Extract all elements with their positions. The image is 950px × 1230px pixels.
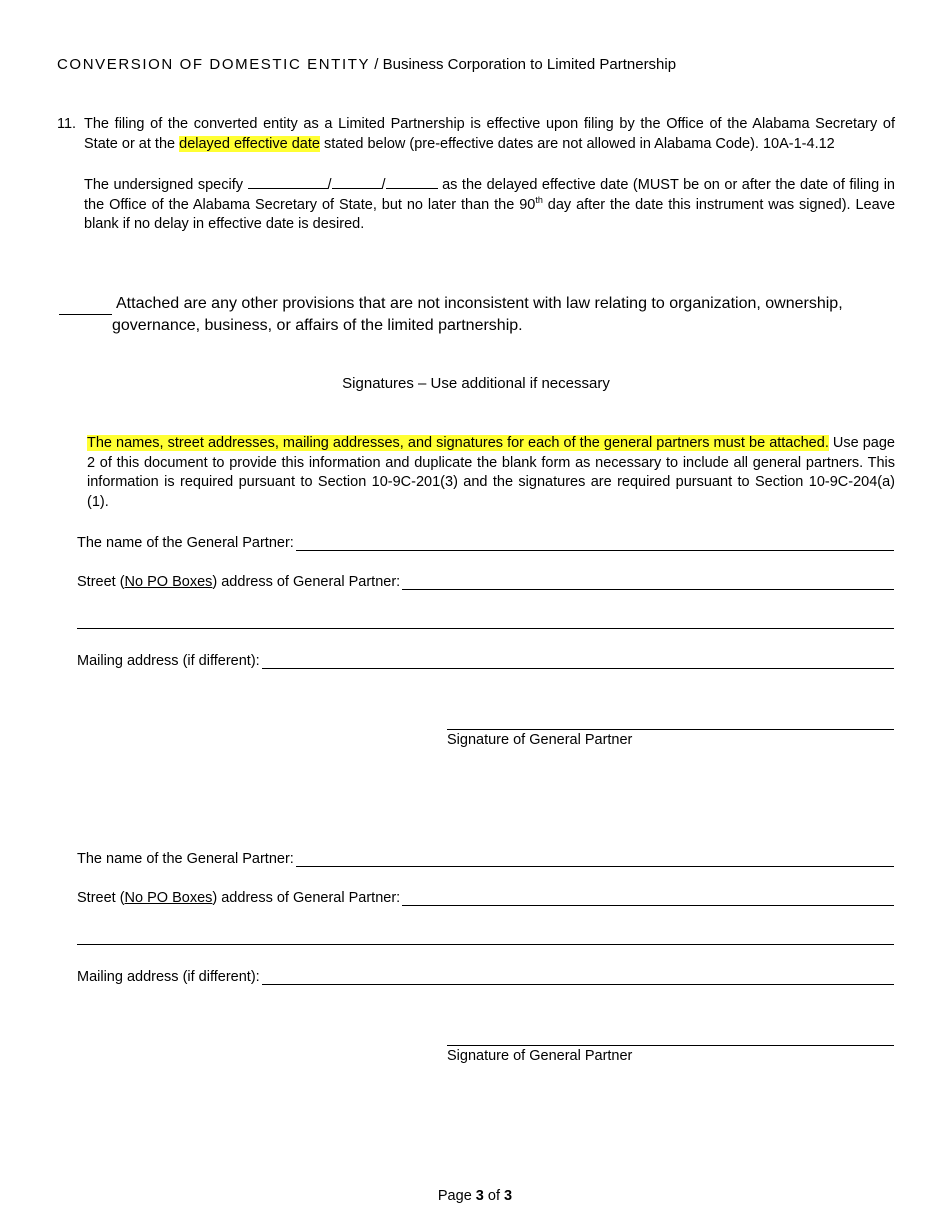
total-pages: 3 [504,1188,513,1204]
partner-2-street-input-line-2[interactable] [77,944,894,945]
page-number-footer: Page 3 of 3 [437,1188,513,1204]
partner-2-name-label: The name of the General Partner: [77,851,294,867]
partner-2-mailing-label: Mailing address (if different): [77,969,260,985]
partner-2-signature-label: Signature of General Partner [447,1048,633,1064]
attached-provisions [59,293,895,337]
delayed-effective-date-highlight: delayed effective date [179,135,320,152]
specify-suffix-2: day after the date this instrument was signed). Leave blank if no delay in effective date is desired. [84,196,896,232]
partner-1-signature-line[interactable] [447,729,894,730]
page-header [57,56,676,73]
notice-rest: Use page 2 of this document to provide this information and duplicate the blank form as necessary to include all general partners. This information is required pursuant to Section 10-9C-201(3) and the signatures are required pursuant to Section 10-9C-204(a)(1). [87,435,895,510]
day-blank[interactable] [332,174,382,189]
attached-check-blank[interactable] [59,296,112,315]
header-title: CONVERSION OF DOMESTIC ENTITY [57,56,371,73]
partner-1-mailing-label: Mailing address (if different): [77,653,260,669]
delayed-date-paragraph [84,174,895,235]
partner-2-signature-line[interactable] [447,1045,894,1046]
partner-1-mailing-field [77,652,894,669]
slash-2: / [381,177,386,193]
signatures-heading: Signatures – Use additional if necessary [342,375,610,392]
partner-2-street-input[interactable] [402,889,894,906]
month-blank[interactable] [248,174,328,189]
attached-line-1: Attached are any other provisions that are not inconsistent with law relating to organization, ownership, [116,295,843,312]
slash-1: / [327,177,332,193]
partner-1-name-input[interactable] [296,534,894,551]
item-11 [57,115,895,235]
partner-2-mailing-field [77,968,894,985]
header-subtitle: / Business Corporation to Limited Partnership [370,56,677,73]
general-partner-notice [87,434,895,512]
specify-prefix: The undersigned specify [84,177,248,193]
partner-1-street-field [77,573,894,590]
partner-1-name-label: The name of the General Partner: [77,535,294,551]
partner-1-street-input[interactable] [402,573,894,590]
notice-highlight: The names, street addresses, mailing addresses, and signatures for each of the general partners must be attached. [87,435,829,451]
partner-1-street-input-line-2[interactable] [77,628,894,629]
partner-1-name-field [77,534,894,551]
effective-date-paragraph [84,115,895,154]
effective-text-1: The filing of the converted entity as a Limited Partnership is effective upon filing by the Office of the Alabama Secretary of State or at the [84,116,895,152]
partner-1-signature-label: Signature of General Partner [447,732,633,748]
partner-2-street-field [77,889,894,906]
effective-text-2: stated below (pre-effective dates are not allowed in Alabama Code). 10A-1-4.12 [319,135,835,152]
attached-line-2: governance, business, or affairs of the limited partnership. [112,317,523,334]
current-page: 3 [475,1188,484,1204]
partner-1-street-label: Street (No PO Boxes) address of General Partner: [77,574,401,590]
year-blank[interactable] [386,174,438,189]
ordinal-superscript: th [535,194,543,205]
partner-1-mailing-input[interactable] [262,652,894,669]
specify-suffix-1: as the delayed effective date (MUST be on or after the date of filing in the Office of the Alabama Secretary of State, but no later than the 90 [84,177,895,213]
item-number: 11. [57,116,77,132]
partner-2-name-field [77,850,894,867]
partner-2-mailing-input[interactable] [262,968,894,985]
partner-2-name-input[interactable] [296,850,894,867]
partner-2-street-label: Street (No PO Boxes) address of General Partner: [77,890,401,906]
